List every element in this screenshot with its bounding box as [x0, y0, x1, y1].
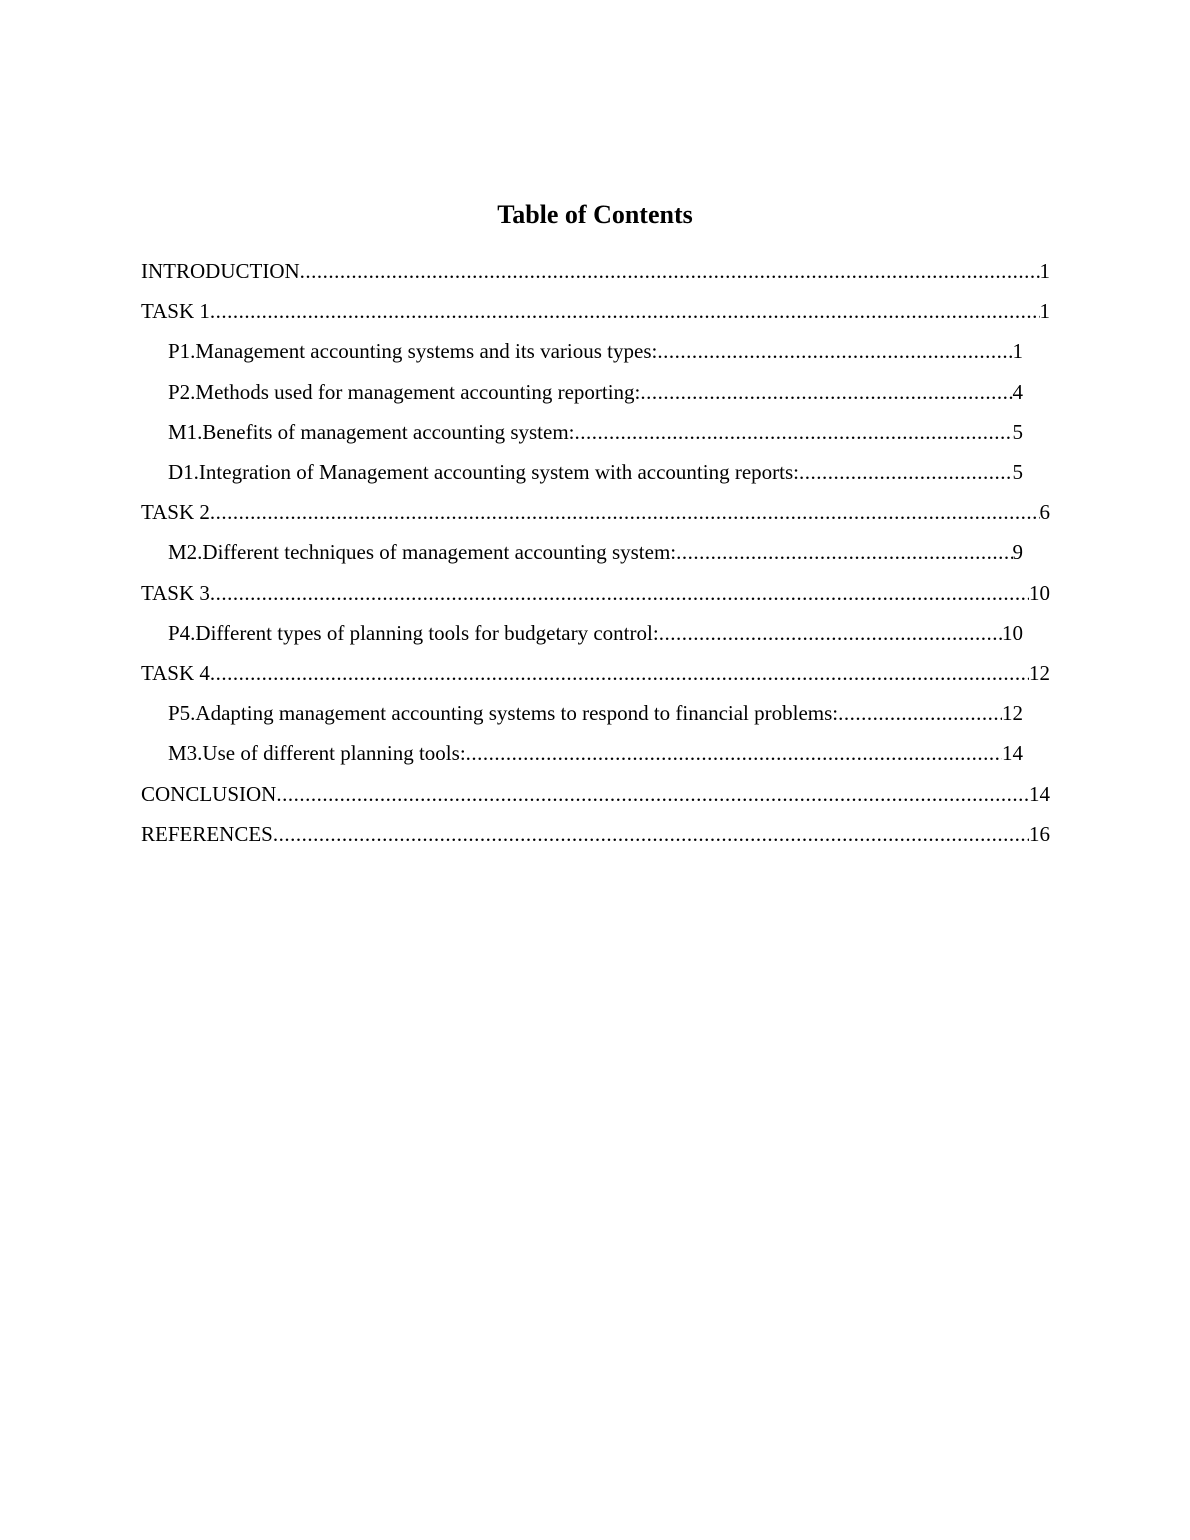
- toc-entry[interactable]: [141, 577, 1050, 609]
- toc-entry[interactable]: [168, 456, 1023, 488]
- toc-entry-label: M1.Benefits of management accounting system:: [168, 420, 575, 444]
- toc-entry-page-number: 5: [1012, 460, 1023, 484]
- toc-entry-page-number: 1: [1039, 299, 1050, 323]
- toc-dot-leader: [838, 697, 1002, 729]
- toc-entry-label: TASK 3: [141, 581, 210, 605]
- toc-dot-leader: [799, 456, 1013, 488]
- toc-dot-leader: [466, 737, 1002, 769]
- toc-entry-page-number: 9: [1012, 540, 1023, 564]
- toc-dot-leader: [676, 536, 1012, 568]
- toc-entry[interactable]: [141, 818, 1050, 850]
- toc-entry-label: TASK 1: [141, 299, 210, 323]
- toc-entry[interactable]: [168, 737, 1023, 769]
- toc-entry[interactable]: [141, 778, 1050, 810]
- toc-entry-label: M3.Use of different planning tools:: [168, 741, 466, 765]
- toc-dot-leader: [575, 416, 1013, 448]
- toc-title: Table of Contents: [497, 200, 693, 229]
- toc-entry-label: P2.Methods used for management accounting reporting:: [168, 380, 641, 404]
- toc-entry-page-number: 14: [1002, 741, 1023, 765]
- toc-entry-page-number: 1: [1039, 259, 1050, 283]
- toc-entry[interactable]: [168, 335, 1023, 367]
- toc-dot-leader: [210, 657, 1029, 689]
- toc-entry-label: M2.Different techniques of management accounting system:: [168, 540, 677, 564]
- toc-entry-label: REFERENCES: [141, 822, 273, 846]
- toc-entry-label: P1.Management accounting systems and its various types:: [168, 339, 658, 363]
- toc-entry-page-number: 6: [1039, 500, 1050, 524]
- toc-dot-leader: [640, 376, 1012, 408]
- toc-dot-leader: [276, 778, 1029, 810]
- toc-entry-page-number: 14: [1029, 782, 1050, 806]
- toc-entry-page-number: 10: [1002, 621, 1023, 645]
- toc-entry-label: P5.Adapting management accounting systems to respond to financial problems:: [168, 701, 839, 725]
- toc-entry-page-number: 1: [1012, 339, 1023, 363]
- toc-entry[interactable]: [141, 295, 1050, 327]
- toc-dot-leader: [210, 295, 1040, 327]
- toc-entry[interactable]: [141, 255, 1050, 287]
- toc-entry[interactable]: [141, 657, 1050, 689]
- toc-entry-page-number: 10: [1029, 581, 1050, 605]
- toc-entry-label: TASK 4: [141, 661, 210, 685]
- toc-entry-label: P4.Different types of planning tools for budgetary control:: [168, 621, 659, 645]
- toc-entry[interactable]: [168, 376, 1023, 408]
- toc-entry-page-number: 16: [1029, 822, 1050, 846]
- toc-entry[interactable]: [168, 536, 1023, 568]
- toc-dot-leader: [659, 617, 1002, 649]
- toc-dot-leader: [657, 335, 1012, 367]
- toc-entry-page-number: 4: [1012, 380, 1023, 404]
- toc-entry-page-number: 12: [1029, 661, 1050, 685]
- toc-dot-leader: [300, 255, 1040, 287]
- toc-dot-leader: [210, 496, 1040, 528]
- toc-entry[interactable]: [168, 617, 1023, 649]
- toc-entry[interactable]: [141, 496, 1050, 528]
- toc-entry-page-number: 12: [1002, 701, 1023, 725]
- toc-dot-leader: [210, 577, 1029, 609]
- toc-dot-leader: [273, 818, 1029, 850]
- toc-entry[interactable]: [168, 697, 1023, 729]
- toc-entry-label: INTRODUCTION: [141, 259, 300, 283]
- toc-entry-label: CONCLUSION: [141, 782, 277, 806]
- toc-entry-label: TASK 2: [141, 500, 210, 524]
- toc-entry-page-number: 5: [1012, 420, 1023, 444]
- toc-entry-label: D1.Integration of Management accounting system with accounting reports:: [168, 460, 799, 484]
- toc-entry[interactable]: [168, 416, 1023, 448]
